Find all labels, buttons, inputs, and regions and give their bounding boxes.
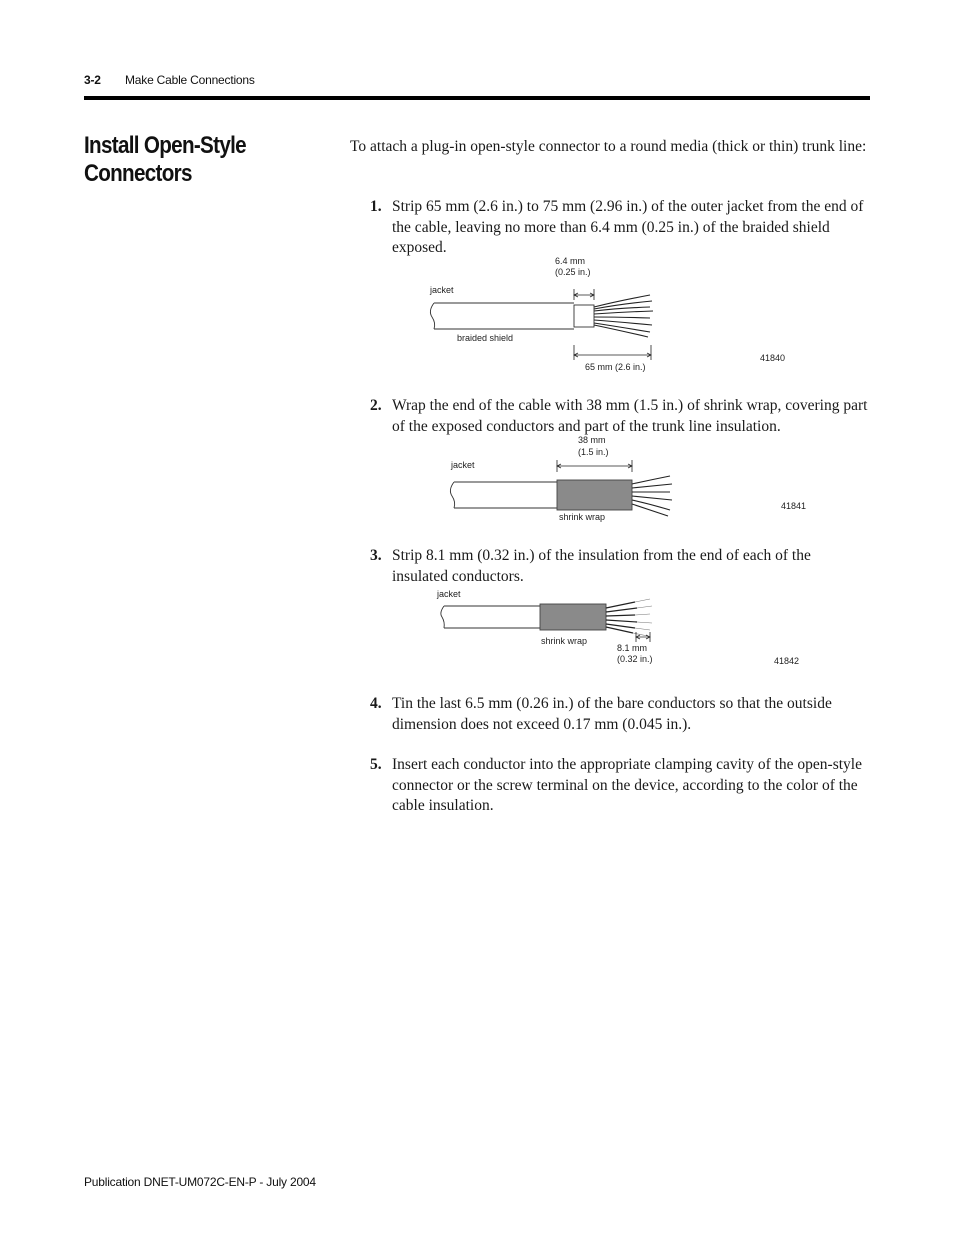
shrink-wrap <box>540 604 606 630</box>
step-text: Strip 8.1 mm (0.32 in.) of the insulation from the end of each of the insulated conductors. <box>392 547 811 585</box>
fig2-label-jacket: jacket <box>451 460 475 470</box>
fig3-dim-line1: 8.1 mm <box>617 643 648 653</box>
conductor-wires <box>594 295 653 337</box>
figure-strip-insulation <box>430 586 810 670</box>
fig2-label-wrap: shrink wrap <box>559 512 606 522</box>
shrink-wrap <box>557 480 632 510</box>
fig1-dim-bottom: 65 mm (2.6 in.) <box>585 362 646 372</box>
bare-conductor-ends <box>633 599 652 636</box>
fig2-dim-top-line2: (1.5 in.) <box>578 447 609 457</box>
fig1-label-shield: braided shield <box>457 333 514 343</box>
cable-jacket <box>450 482 557 508</box>
section-title: Install Open-Style Connectors <box>84 132 246 187</box>
chapter-title: Make Cable Connections <box>125 73 255 87</box>
step-1 <box>370 197 870 259</box>
step-5 <box>370 755 870 817</box>
braided-shield <box>574 305 594 327</box>
fig3-label-jacket: jacket <box>437 589 461 599</box>
conductor-wires <box>632 476 672 516</box>
step-number: 4. <box>370 695 382 712</box>
fig2-figure-id: 41841 <box>781 501 807 511</box>
step-text: Wrap the end of the cable with 38 mm (1.5 in.) of shrink wrap, covering part of the exposed conductors and part of the trunk line insulation. <box>392 397 868 435</box>
figure-strip-jacket <box>420 255 800 377</box>
step-text: Insert each conductor into the appropriate clamping cavity of the open-style connector or the screw terminal on the device, according to the color of the cable insulation. <box>392 756 862 814</box>
figure-shrink-wrap <box>440 434 820 526</box>
step-number: 3. <box>370 547 382 564</box>
fig1-label-jacket: jacket <box>430 285 454 295</box>
fig2-dim-top-line1: 38 mm <box>578 435 606 445</box>
fig3-dim-line2: (0.32 in.) <box>617 654 653 664</box>
step-number: 1. <box>370 198 382 215</box>
step-number: 2. <box>370 397 382 414</box>
header-rule <box>84 96 870 100</box>
step-3 <box>370 546 870 587</box>
fig1-figure-id: 41840 <box>760 353 786 363</box>
fig3-figure-id: 41842 <box>774 656 800 666</box>
step-number: 5. <box>370 756 382 773</box>
fig1-dim-top-line1: 6.4 mm <box>555 256 586 266</box>
cable-jacket <box>441 606 540 628</box>
page-number: 3-2 <box>84 73 101 87</box>
conductor-wires <box>606 602 637 633</box>
fig1-dim-top-line2: (0.25 in.) <box>555 267 591 277</box>
step-text: Tin the last 6.5 mm (0.26 in.) of the bare conductors so that the outside dimension does not exceed 0.17 mm (0.045 in.). <box>392 695 832 733</box>
cable-jacket <box>430 303 574 329</box>
fig3-label-wrap: shrink wrap <box>541 636 588 646</box>
step-2 <box>370 396 870 437</box>
intro-paragraph: To attach a plug-in open-style connector to a round media (thick or thin) trunk line: <box>350 138 867 155</box>
step-text: Strip 65 mm (2.6 in.) to 75 mm (2.96 in.) of the outer jacket from the end of the cable, leaving no more than 6.4 mm (0.25 in.) of the braided shield exposed. <box>392 198 864 256</box>
publication-footer: Publication DNET-UM072C-EN-P - July 2004 <box>84 1175 316 1189</box>
step-4 <box>370 694 870 735</box>
